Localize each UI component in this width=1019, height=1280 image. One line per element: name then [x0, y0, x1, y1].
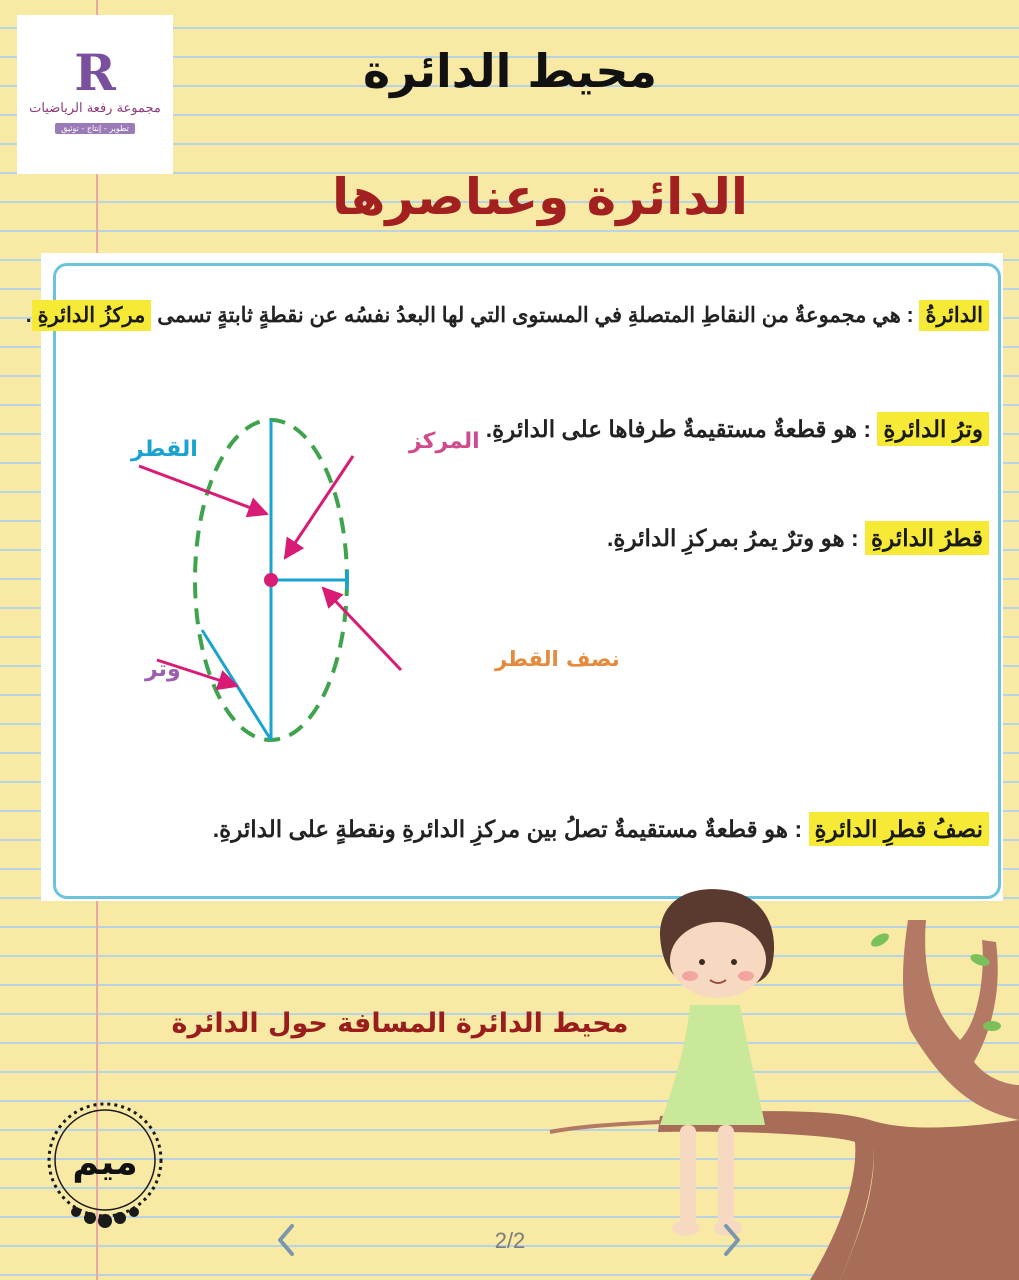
girl-on-tree-illustration: [540, 880, 1019, 1280]
definition-radius: [213, 816, 989, 843]
definition-radius-text: : هو قطعةٌ مستقيمةٌ تصلُ بين مركزِ الدائرةِ ونقطةٍ على الدائرةِ.: [212, 816, 803, 842]
circle-diagram: [101, 398, 620, 758]
center-point: [264, 573, 278, 587]
chord-label: وتر: [145, 657, 181, 682]
circumference-caption: محيط الدائرة المسافة حول الدائرة: [171, 1008, 629, 1039]
page-title: محيط الدائرة: [362, 44, 658, 98]
logo-mark: R: [74, 43, 116, 102]
next-page-button[interactable]: [716, 1222, 746, 1258]
logo-name: مجموعة رفعة الرياضيات: [29, 101, 161, 116]
term-radius: نصفُ قطرِ الدائرةِ: [809, 812, 990, 846]
term-diameter: قطرُ الدائرةِ: [865, 521, 989, 555]
definition-chord-text: : هو قطعةٌ مستقيمةٌ طرفاها على الدائرةِ.: [485, 416, 872, 442]
definition-circle-text: : هي مجموعةٌ من النقاطِ المتصلةِ في المستوى التي لها البعدُ نفسُه عن نقطةٍ ثابتةٍ تسمى: [157, 304, 914, 327]
pager: [0, 1222, 1019, 1262]
definition-diameter: [607, 525, 989, 552]
term-circle: الدائرةُ: [919, 300, 989, 331]
signature-stamp: [30, 1090, 180, 1230]
term-chord: وترُ الدائرةِ: [877, 412, 989, 446]
page-indicator: 2/2: [494, 1228, 526, 1253]
center-arrow: [285, 456, 353, 558]
definition-chord: [486, 416, 989, 443]
definition-circle: [26, 303, 989, 328]
section-subtitle: الدائرة وعناصرها: [331, 168, 748, 226]
signature-text: ميم: [72, 1142, 138, 1183]
previous-page-button[interactable]: [272, 1222, 302, 1258]
term-circle-center: مركزُ الدائرةِ: [32, 300, 152, 331]
radius-arrow: [323, 588, 401, 670]
chevron-right-icon: [716, 1222, 746, 1258]
definition-diameter-text: : هو وترٌ يمرُ بمركزِ الدائرةِ.: [607, 525, 859, 551]
center-label: المركز: [409, 429, 480, 454]
definition-circle-end: .: [25, 304, 32, 327]
radius-label: نصف القطر: [495, 647, 620, 671]
chevron-left-icon: [272, 1222, 302, 1258]
logo-tagline: تطوير - إنتاج - توثيق: [55, 123, 135, 134]
definitions-panel: [25, 253, 1003, 901]
diameter-label: القطر: [131, 437, 198, 462]
group-logo: [17, 15, 173, 174]
